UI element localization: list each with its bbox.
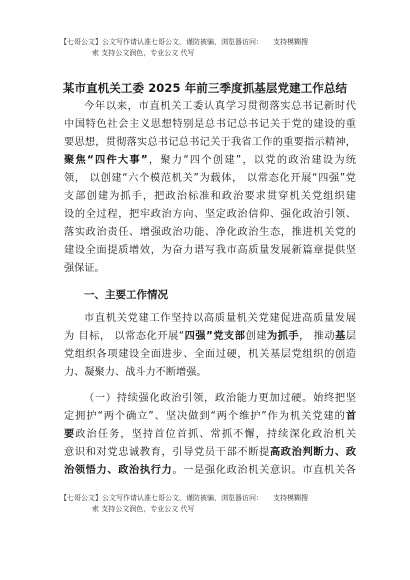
emphasis-text: 治领悟力、政治执行力: [64, 465, 173, 476]
text-span: ，聚力“四个创建”，以党的政治建设为统: [147, 155, 356, 166]
paragraph-line: [64, 464, 356, 478]
paragraph-line: [64, 330, 356, 344]
banner-text: 支持模糊搜: [273, 494, 308, 502]
paragraph-line: 今年以来，市直机关工委认真学习贯彻落实总书记新时代: [84, 101, 356, 112]
paragraph-line: 市直机关党建工作坚持以高质量机关党建促进高质量发展: [84, 313, 356, 324]
emphasis-text: 为抓手: [266, 331, 300, 342]
paragraph-line: 中国特色社会主义思想特别是总书记总书记关于党的建设的重: [64, 119, 356, 130]
text-span: 政治任务，坚持首位首抓、常抓不懈，持续深化政治机关: [75, 429, 356, 440]
text-span: 。一是强化政治机关意识。市直机关各: [172, 465, 356, 476]
emphasis-text: 基: [335, 331, 346, 342]
banner-line-2: 索 支持公文润色，专业公文 代写: [92, 49, 195, 57]
text-span: ， 推动: [299, 331, 336, 342]
paragraph-line: [64, 154, 356, 168]
paragraph-line: [64, 428, 356, 442]
text-span: 意识和对党忠诚教育，引导党员干部不断提: [64, 447, 270, 458]
paragraph-line: 设的全过程，把牢政治方向、坚定政治信仰、强化政治引领、: [64, 209, 356, 220]
banner-line-1: [60, 37, 308, 48]
document-title: 某市直机关工委 2025 年前三季度抓基层党建工作总结: [62, 81, 348, 95]
banner-text: 【七哥公文】公文写作请认准七哥公文，谨防被骗，浏览器访问：: [60, 494, 263, 502]
text-span: 层: [345, 331, 356, 342]
text-span: 创建: [245, 331, 267, 342]
text-span: 定拥护“两个确立”、坚决做到“两个维护”作为机关党建的: [64, 411, 346, 422]
paragraph-line: [64, 410, 356, 424]
paragraph-line: 支部创建为抓手，把政治标准和政治要求贯穿机关党组织建: [64, 191, 356, 202]
paragraph-line: 强保证。: [64, 263, 105, 274]
banner-line-1: [60, 493, 308, 504]
paragraph-line: 要思想，贯彻落实总书记总书记关于我省工作的重要指示精神，: [64, 137, 356, 148]
emphasis-text: 四强”党支部: [184, 331, 246, 342]
banner-text: 支持模糊搜: [273, 38, 308, 46]
banner-line-2: 索 支持公文润色，专业公文 代写: [92, 505, 195, 513]
emphasis-text: 首: [345, 411, 356, 422]
emphasis-text: 高政治判断力、政: [269, 447, 356, 458]
paragraph-line: 落实政治责任、增强政治功能、净化政治生态，推进机关党的: [64, 227, 356, 238]
emphasis-text: 聚焦“四件大事”: [64, 155, 148, 166]
paragraph-line: （一）持续强化政治引领，政治能力更加过硬。始终把坚: [84, 393, 356, 404]
emphasis-text: 要: [64, 429, 76, 440]
banner-text: 【七哥公文】公文写作请认准七哥公文，谨防被骗，浏览器访问：: [60, 38, 263, 46]
text-span: 为 目标， 以常态化开展“: [64, 331, 185, 342]
paragraph-line: 力、凝聚力、战斗力不断增强。: [64, 367, 207, 378]
paragraph-line: 领， 以创建“六个模范机关”为载体， 以常态化开展“四强”党: [64, 173, 356, 184]
section-heading: 一、主要工作情况: [84, 289, 168, 301]
paragraph-line: [64, 446, 356, 460]
paragraph-line: 建设全面提质增效，为奋力谱写我市高质量发展新篇章提供坚: [64, 245, 356, 256]
paragraph-line: 党组织各项建设全面进步、全面过硬，机关基层党组织的创造: [64, 349, 356, 360]
